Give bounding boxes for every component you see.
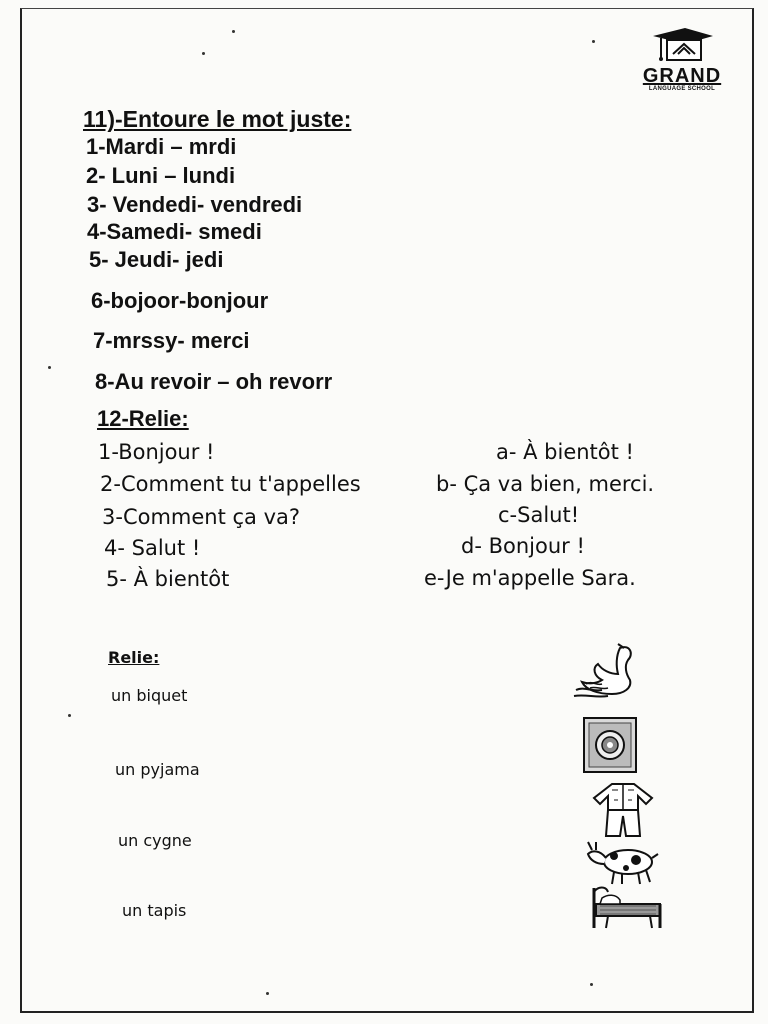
- exercise-12-title: 12-Relie:: [97, 406, 189, 431]
- vocab-word: un tapis: [122, 901, 187, 920]
- match-right-item: a- À bientôt !: [496, 440, 634, 464]
- match-left-item: 1-Bonjour !: [98, 440, 215, 464]
- word-choice-line: 8-Au revoir – oh revorr: [95, 369, 333, 394]
- scan-speck: [266, 992, 269, 995]
- logo-name: GRAND: [642, 65, 722, 87]
- pyjama-picture: [590, 780, 656, 838]
- swan-picture: [572, 640, 638, 700]
- vocab-word: un biquet: [111, 686, 188, 705]
- word-choice-line: 6-bojoor-bonjour: [91, 288, 269, 313]
- bed-picture: [590, 884, 664, 932]
- scan-speck: [592, 40, 595, 43]
- match-right-item: c-Salut!: [498, 503, 580, 527]
- scan-speck: [202, 52, 205, 55]
- word-choice-line: 2- Luni – lundi: [86, 163, 236, 188]
- relie-title: Relie:: [108, 648, 160, 667]
- match-left-item: 2-Comment tu t'appelles: [100, 472, 361, 496]
- word-choice-line: 7-mrssy- merci: [93, 328, 250, 353]
- word-choice-line: 4-Samedi- smedi: [87, 219, 262, 244]
- word-choice-line: 5- Jeudi- jedi: [89, 247, 224, 272]
- scan-speck: [68, 714, 71, 717]
- match-right-item: e-Je m'appelle Sara.: [424, 566, 636, 590]
- match-left-item: 4- Salut !: [104, 536, 201, 560]
- word-choice-line: 3- Vendedi- vendredi: [87, 192, 303, 217]
- word-choice-line: 1-Mardi – mrdi: [86, 134, 237, 159]
- vocab-word: un pyjama: [115, 760, 200, 779]
- match-right-item: b- Ça va bien, merci.: [436, 472, 655, 496]
- graduation-cap-icon: [647, 26, 717, 66]
- school-logo: [634, 26, 730, 92]
- rug-picture: [582, 716, 638, 774]
- match-right-item: d- Bonjour !: [461, 534, 585, 558]
- scan-speck: [590, 983, 593, 986]
- scan-speck: [232, 30, 235, 33]
- logo-subtitle: LANGUAGE SCHOOL: [648, 86, 716, 92]
- exercise-11-title: 11)-Entoure le mot juste:: [83, 106, 352, 132]
- goat-picture: [584, 838, 662, 888]
- scan-speck: [48, 366, 51, 369]
- match-left-item: 5- À bientôt: [106, 567, 230, 591]
- match-left-item: 3-Comment ça va?: [102, 505, 301, 529]
- vocab-word: un cygne: [118, 831, 192, 850]
